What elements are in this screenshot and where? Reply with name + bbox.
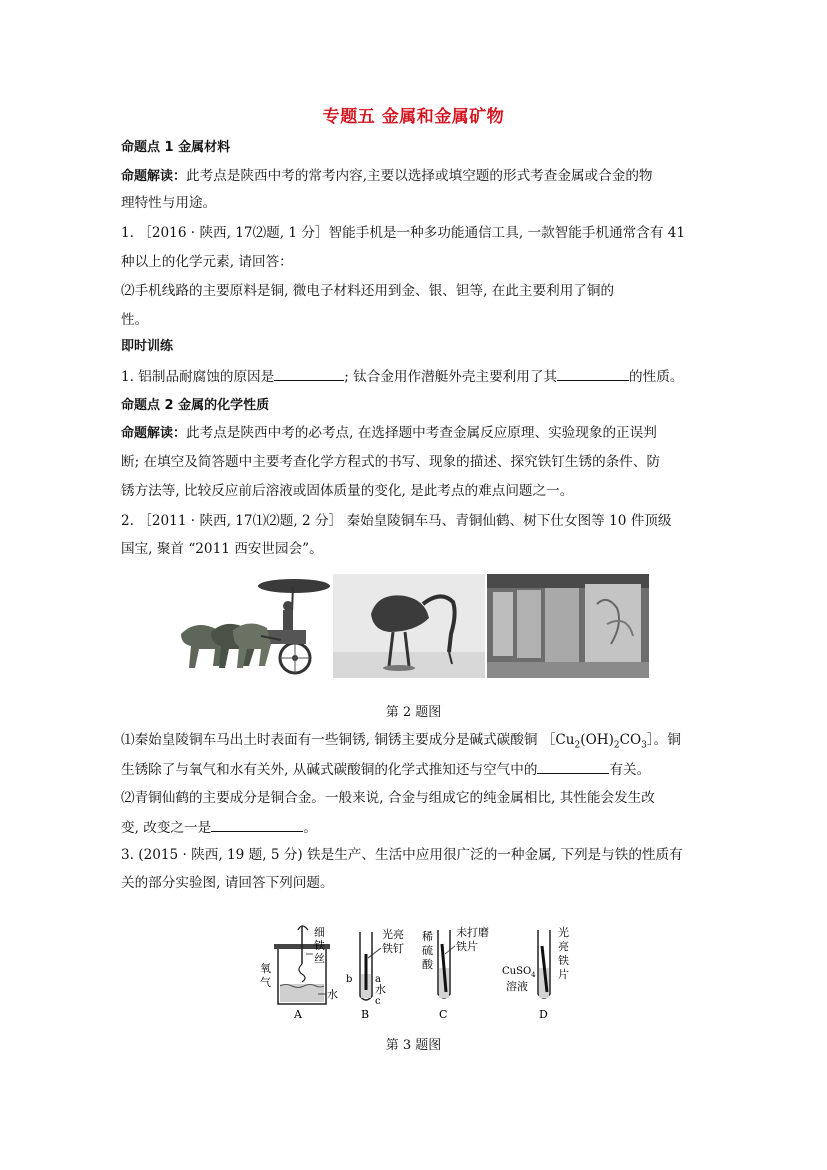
question-3-lab-figure [256,924,586,1024]
label-acid-3: 酸 [422,958,433,971]
section-2-interpretation-cont: 锈方法等, 比较反应前后溶液或固体质量的变化, 是此考点的难点问题之一。 [121,483,574,499]
interpret-label: 命题解读： [121,426,187,441]
question-1-line-2: 种以上的化学元素, 请回答： [121,254,293,270]
section-heading-1: 命题点 1 金属材料 [121,140,231,155]
figure-2-caption: 第 2 题图 [385,705,442,720]
label-B: B [361,1008,370,1021]
apparatus-d [502,925,569,1021]
label-unpolished-1: 未打磨 [456,926,489,939]
section-2-interpretation-cont: 断; 在填空及简答题中主要考查化学方程式的书写、现象的描述、探究铁钉生锈的条件、防 [121,454,661,470]
practice-text-c: 的性质。 [629,369,684,385]
label-cuso4 [502,966,536,979]
interpret-text: 此考点是陕西中考的必考点, 在选择题中考查金属反应原理、实验现象的正误判 [186,425,657,441]
label-c: c [375,996,381,1007]
part-2-text: 。 [303,820,317,836]
label-acid-2: 硫 [422,944,433,957]
label-water-a: 水 [327,988,338,1001]
apparatus-a [260,926,338,1021]
answer-blank[interactable] [211,817,303,832]
label-C: C [439,1008,448,1021]
part-1-text: CO [619,732,642,748]
label-bright-1: 光 [558,926,569,939]
bronze-crane-photo [333,574,485,678]
label-wire-3: 丝 [314,952,325,965]
practice-question-1 [121,366,711,387]
practice-heading: 即时训练 [121,339,174,354]
tree-lady-painting-photo [487,574,649,678]
apparatus-b [346,927,404,1021]
label-nail-2: 铁钉 [382,942,404,955]
section-1-interpretation [121,166,711,187]
part-1-text: ］。铜 [646,732,681,748]
question-2-part-1-cont [121,759,711,780]
subscript: 3 [641,740,647,751]
section-2-interpretation [121,423,711,444]
question-2-line-2: 国宝, 聚首 “2011 西安世园会”。 [121,541,323,557]
label-oxygen-2: 气 [260,976,271,989]
label-oxygen-1: 氧 [260,962,271,975]
interpret-label: 命题解读： [121,169,187,184]
part-2-text: 变, 改变之一是 [121,820,212,836]
answer-blank[interactable] [274,366,344,381]
question-2-figure [171,574,649,678]
subscript: 2 [574,740,581,751]
answer-blank[interactable] [537,759,609,774]
label-b: b [346,974,353,985]
practice-text-a: 1. 铝制品耐腐蚀的原因是 [121,369,275,385]
part-1-text: ⑴秦始皇陵铜车马出土时表面有一些铜锈, 铜锈主要成分是碱式碳酸铜 ［Cu [121,732,575,748]
question-2-part-2-cont [121,817,711,838]
label-solution: 溶液 [506,980,528,993]
label-bright-4: 片 [558,968,569,981]
label-a: a [375,974,381,985]
section-heading-2: 命题点 2 金属的化学性质 [121,398,270,413]
question-2-line-1: 2. ［2011 · 陕西, 17⑴⑵题, 2 分］ 秦始皇陵铜车马、青铜仙鹤、树下仕女图等 10 件顶级 [121,513,672,529]
label-A: A [294,1008,302,1021]
part-1-text: 有关。 [609,762,651,778]
question-2-part-1 [121,730,711,756]
section-1-interpretation-cont: 理特性与用途。 [121,195,217,211]
interpret-text: 此考点是陕西中考的常考内容,主要以选择或填空题的形式考查金属或合金的物 [186,168,653,184]
answer-blank[interactable] [557,366,629,381]
apparatus-c [422,925,489,1021]
figure-3-caption: 第 3 题图 [385,1038,442,1053]
label-bright-2: 亮 [558,940,569,953]
bronze-chariot-photo [171,574,331,678]
question-3-line-2: 关的部分实验图, 请回答下列问题。 [121,875,334,891]
practice-text-b: ; 钛合金用作潜艇外壳主要利用了其 [344,369,558,385]
label-unpolished-2: 铁片 [456,940,478,953]
cuso4-subscript: 4 [531,971,536,979]
question-1-line-1: 1. ［2016 · 陕西, 17⑵题, 1 分］智能手机是一种多功能通信工具, 一款智能手机通常含有 41 [121,225,686,241]
page-title: 专题五 金属和金属矿物 [322,107,505,127]
question-2-part-2: ⑵青铜仙鹤的主要成分是铜合金。一般来说, 合金与组成它的纯金属相比, 其性能会发生改 [121,790,655,806]
label-nail-1: 光亮 [382,928,404,941]
question-1-line-4: 性。 [121,312,149,328]
label-D: D [539,1008,548,1021]
subscript: 2 [613,740,620,751]
part-1-text: 生锈除了与氧气和水有关外, 从碱式碳酸铜的化学式推知还与空气中的 [121,762,538,778]
label-bright-3: 铁 [558,954,569,967]
label-acid-1: 稀 [422,930,433,943]
label-water-b: 水 [375,983,386,996]
cuso4-text: CuSO [502,966,532,977]
label-wire-1: 细 [314,926,325,939]
label-wire-2: 铁 [314,939,325,952]
question-1-line-3: ⑵手机线路的主要原料是铜, 微电子材料还用到金、银、钽等, 在此主要利用了铜的 [121,283,615,299]
part-1-text: (OH) [580,732,614,748]
question-3-line-1: 3. (2015 · 陕西, 19 题, 5 分) 铁是生产、生活中应用很广泛的一种金属, 下列是与铁的性质有 [121,847,683,863]
